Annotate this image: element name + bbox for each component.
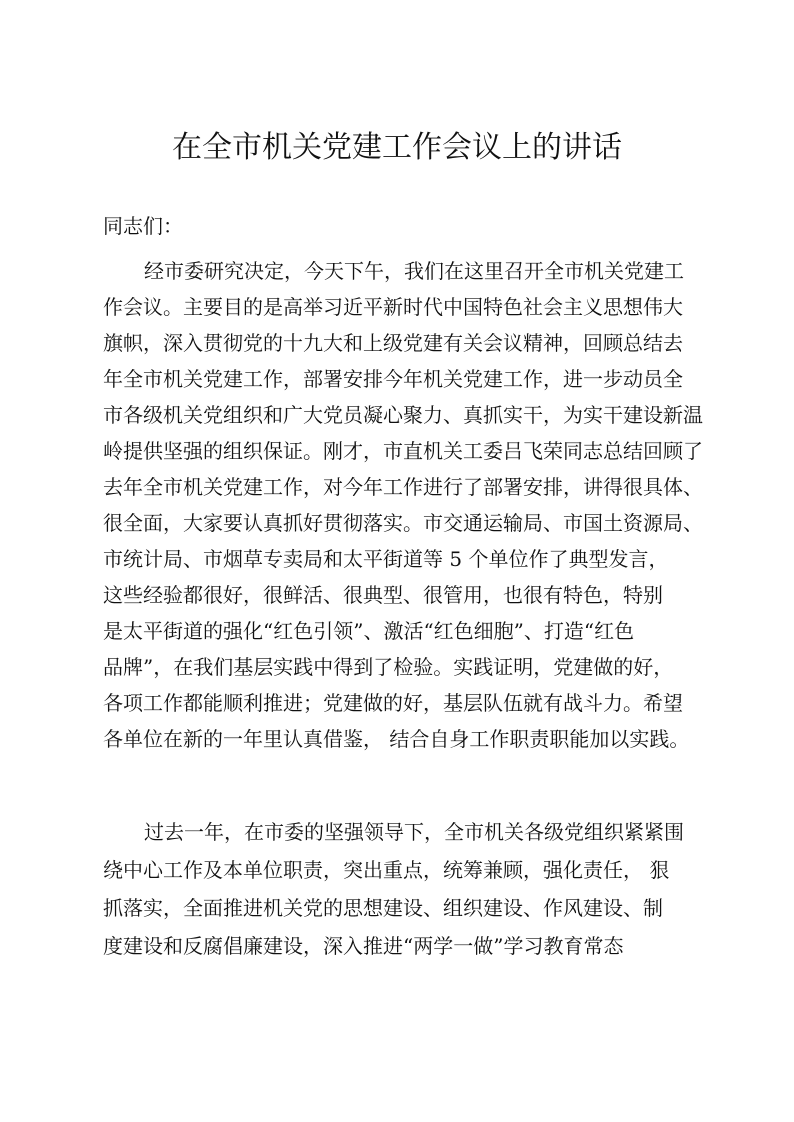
text-line: 绕中心工作及本单位职责，突出重点，统筹兼顾，强化责任， 狠 (103, 858, 670, 882)
text-line: 去年全市机关党建工作，对今年工作进行了部署安排，讲得很具体、 (103, 475, 703, 499)
text-line: 旗帜，深入贯彻党的十九大和上级党建有关会议精神，回顾总结去 (103, 331, 683, 355)
text-line: 市各级机关党组织和广大党员凝心聚力、真抓实干，为实干建设新温 (103, 403, 703, 427)
text-line: 作会议。主要目的是高举习近平新时代中国特色社会主义思想伟大 (103, 295, 683, 319)
text-line: 过去一年，在市委的坚强领导下，全市机关各级党组织紧紧围 (144, 820, 684, 844)
text-line: 很全面，大家要认真抓好贯彻落实。市交通运输局、市国土资源局、 (103, 511, 703, 535)
text-line: 抓落实，全面推进机关党的思想建设、组织建设、作风建设、制 (103, 896, 663, 920)
text-line: 是太平街道的强化“红色引领”、激活“红色细胞”、打造“红色 (103, 619, 635, 643)
text-line: 年全市机关党建工作，部署安排今年机关党建工作，进一步动员全 (103, 367, 683, 391)
text-line: 品牌”，在我们基层实践中得到了检验。实践证明，党建做的好， (103, 655, 674, 679)
text-line: 这些经验都很好，很鲜活、很典型、很管用，也很有特色，特别 (103, 583, 663, 607)
text-line: 各项工作都能顺利推进；党建做的好，基层队伍就有战斗力。希望 (103, 691, 683, 715)
document-title: 在全市机关党建工作会议上的讲话 (172, 130, 622, 165)
text-line: 市统计局、市烟草专卖局和太平街道等 5 个单位作了典型发言， (103, 547, 669, 571)
text-line: 经市委研究决定，今天下午，我们在这里召开全市机关党建工 (144, 259, 684, 283)
text-line: 度建设和反腐倡廉建设，深入推进“两学一做”学习教育常态 (103, 934, 624, 958)
text-line: 岭提供坚强的组织保证。刚才，市直机关工委吕飞荣同志总结回顾了 (103, 439, 703, 463)
text-line: 各单位在新的一年里认真借鉴， 结合自身工作职责职能加以实践。 (103, 727, 690, 751)
salutation: 同志们： (103, 214, 183, 238)
